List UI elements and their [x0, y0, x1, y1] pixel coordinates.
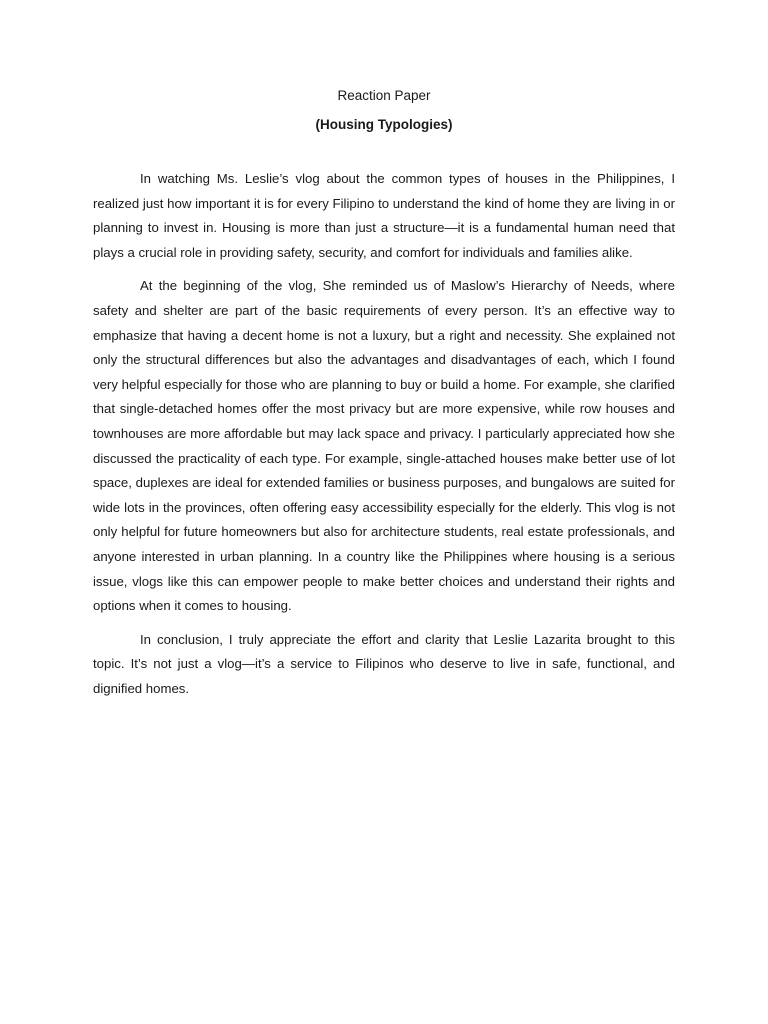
document-title: Reaction Paper	[337, 88, 431, 103]
document-subtitle: (Housing Typologies)	[315, 117, 453, 132]
paragraph-body: At the beginning of the vlog, She reminded us of Maslow’s Hierarchy of Needs, where safety and shelter are part of the basic requirements of every person. It’s an effective way to emphasize that having a decent home is not a luxury, but a right and necessity. She explained not only the structural differences but also the advantages and disadvantages of each, which I found very helpful especially for those who are planning to buy or build a home. For example, she clarified that single-detached homes offer the most privacy but are more expensive, while row houses and townhouses are more affordable but may lack space and privacy. I particularly appreciated how she discussed the practicality of each type. For example, single-attached houses make better use of lot space, duplexes are ideal for extended families or business purposes, and bungalows are suited for wide lots in the provinces, often offering easy accessibility especially for the elderly. This vlog is not only helpful for future homeowners but also for architecture students, real estate professionals, and anyone interested in urban planning. In a country like the Philippines where housing is a serious issue, vlogs like this can empower people to make better choices and understand their rights and options when it comes to housing.	[93, 278, 675, 614]
document-content	[93, 86, 675, 710]
paragraph-conclusion: In conclusion, I truly appreciate the effort and clarity that Leslie Lazarita brought to this topic. It’s not just a vlog—it’s a service to Filipinos who deserve to live in safe, functional, and dignified homes.	[93, 631, 675, 696]
paragraph-intro: In watching Ms. Leslie’s vlog about the common types of houses in the Philippines, I realized just how important it is for every Filipino to understand the kind of home they are living in or planning to invest in. Housing is more than just a structure—it is a fundamental human need that plays a crucial role in providing safety, security, and comfort for individuals and families alike.	[93, 171, 675, 260]
document-body	[93, 167, 675, 701]
